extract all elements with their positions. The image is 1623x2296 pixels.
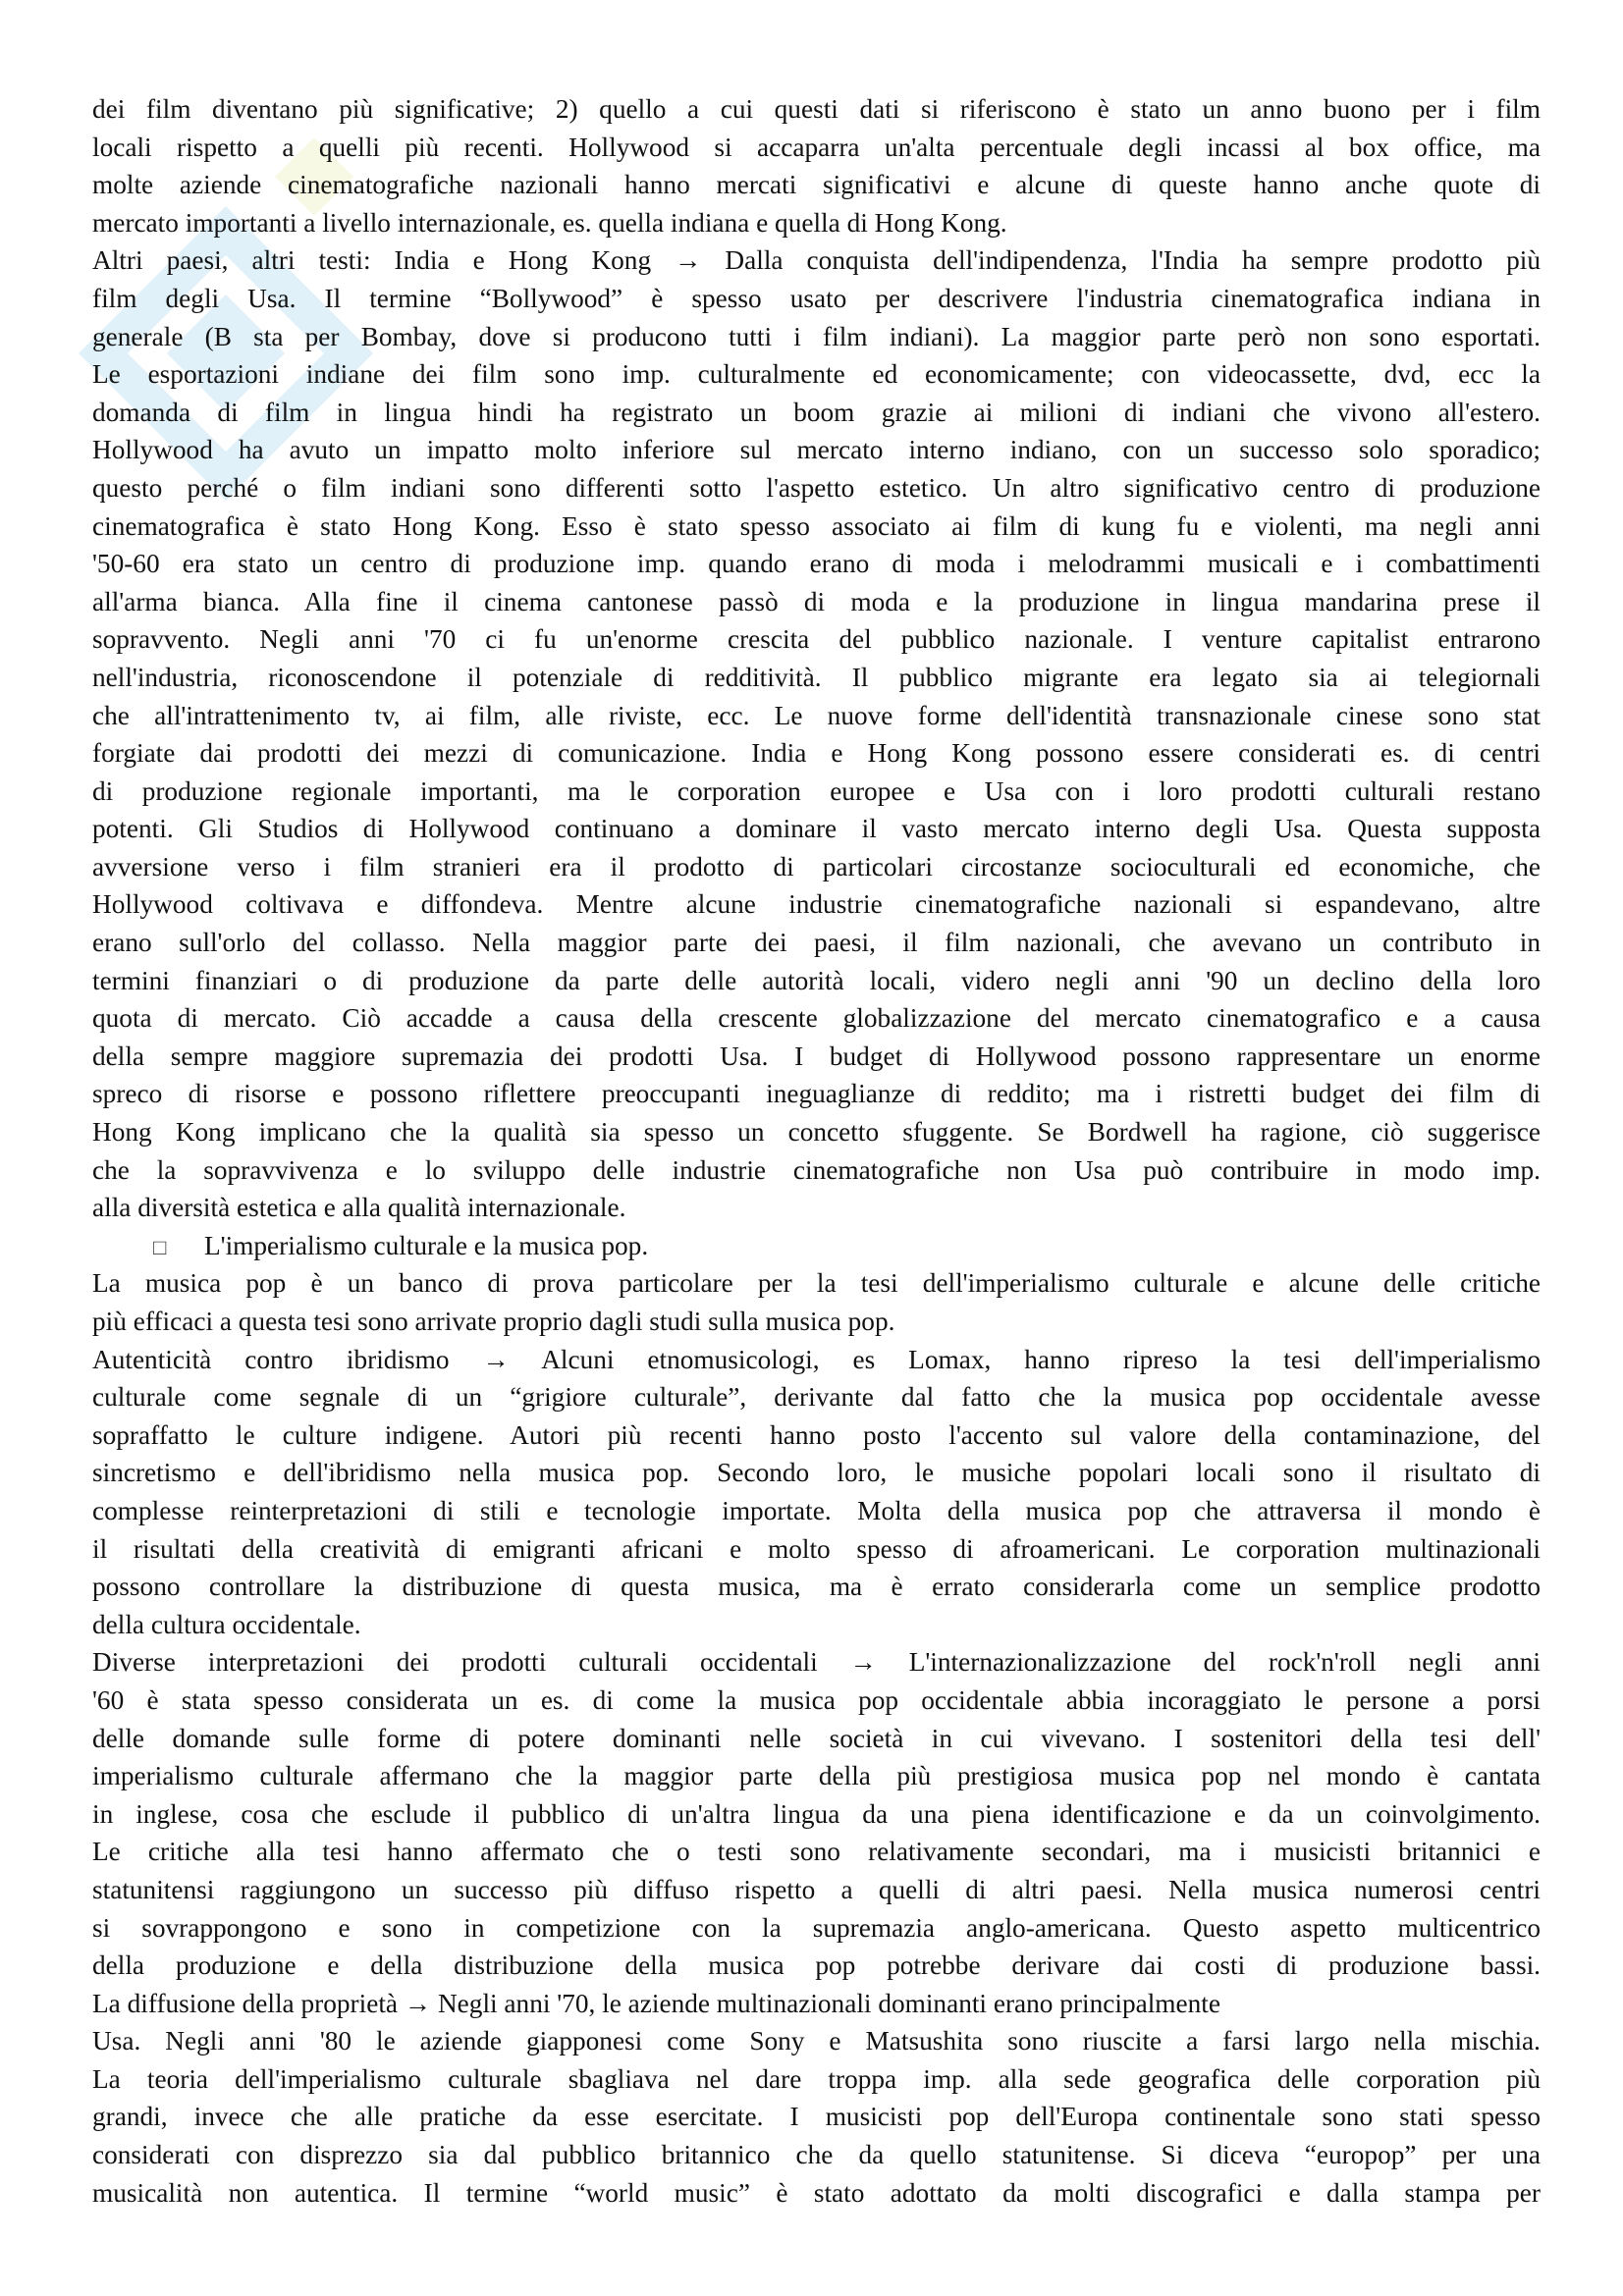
text-line: musicalità non autentica. Il termine “world music” è stato adottato da molti discografici e dalla stampa per <box>92 2177 1541 2208</box>
text-line: Diverse interpretazioni dei prodotti culturali occidentali → L'internazionalizzazione del rock'n'roll negli anni <box>92 1647 1541 1678</box>
text-line: nell'industria, riconoscendone il potenziale di redditività. Il pubblico migrante era legato sia ai telegiornali <box>92 662 1541 692</box>
text-line: termini finanziari o di produzione da parte delle autorità locali, videro negli anni '90 un declino della loro <box>92 965 1541 995</box>
text-line: Autenticità contro ibridismo → Alcuni etnomusicologi, es Lomax, hanno ripreso la tesi dell'imperialismo <box>92 1344 1541 1374</box>
text-line: forgiate dai prodotti dei mezzi di comunicazione. India e Hong Kong possono essere considerati es. di centri <box>92 738 1541 769</box>
text-line: potenti. Gli Studios di Hollywood continuano a dominare il vasto mercato interno degli Usa. Questa supposta <box>92 814 1541 844</box>
text-line: generale (B sta per Bombay, dove si producono tutti i film indiani). La maggior parte però non sono esportati. <box>92 321 1541 351</box>
text-line: Hong Kong implicano che la qualità sia spesso un concetto sfuggente. Se Bordwell ha ragione, ciò suggerisce <box>92 1117 1541 1148</box>
text-line: sopraffatto le culture indigene. Autori più recenti hanno posto l'accento sul valore della contaminazione, del <box>92 1419 1541 1450</box>
text-line: erano sull'orlo del collasso. Nella maggior parte dei paesi, il film nazionali, che avevano un contributo in <box>92 928 1541 958</box>
text-line: che la sopravvivenza e lo sviluppo delle industrie cinematografiche non Usa può contribuire in modo imp. <box>92 1154 1541 1185</box>
text-line: considerati con disprezzo sia dal pubblico britannico che da quello statunitense. Si diceva “europop” per una <box>92 2140 1541 2170</box>
text-line: '60 è stata spesso considerata un es. di come la musica pop occidentale abbia incoraggiato le persone a porsi <box>92 1684 1541 1715</box>
text-line: Le critiche alla tesi hanno affermato che o testi sono relativamente secondari, ma i musicisti britannici e <box>92 1837 1541 1867</box>
text-line: '50-60 era stato un centro di produzione imp. quando erano di moda i melodrammi musicali e i combattimenti <box>92 549 1541 579</box>
text-line: La musica pop è un banco di prova particolare per la tesi dell'imperialismo culturale e alcune delle critiche <box>92 1268 1541 1299</box>
text-line: film degli Usa. Il termine “Bollywood” è spesso usato per descrivere l'industria cinematografica indiana in <box>92 283 1541 313</box>
text-line: più efficaci a questa tesi sono arrivate proprio dagli studi sulla musica pop. <box>92 1307 895 1336</box>
text-line: complesse reinterpretazioni di stili e tecnologie importate. Molta della musica pop che attraversa il mondo è <box>92 1495 1541 1525</box>
text-line: spreco di risorse e possono riflettere preoccupanti ineguaglianze di reddito; ma i ristretti budget dei film di <box>92 1079 1541 1109</box>
document-body <box>92 90 1541 2250</box>
text-line: sopravvento. Negli anni '70 ci fu un'enorme crescita del pubblico nazionale. I venture capitalist entrarono <box>92 624 1541 655</box>
text-line: delle domande sulle forme di potere dominanti nelle società in cui vivevano. I sostenitori della tesi dell' <box>92 1723 1541 1753</box>
text-line: molte aziende cinematografiche nazionali hanno mercati significativi e alcune di queste hanno anche quote di <box>92 170 1541 200</box>
text-line: La diffusione della proprietà → Negli anni '70, le aziende multinazionali dominanti erano principalmente <box>92 1988 1220 2018</box>
text-line: possono controllare la distribuzione di questa musica, ma è errato considerarla come un semplice prodotto <box>92 1572 1541 1602</box>
text-line: cinematografica è stato Hong Kong. Esso è stato spesso associato ai film di kung fu e violenti, ma negli anni <box>92 510 1541 541</box>
text-line: domanda di film in lingua hindi ha registrato un boom grazie ai milioni di indiani che vivono all'estero. <box>92 397 1541 427</box>
text-line: in inglese, cosa che esclude il pubblico di un'altra lingua da una piena identificazione e da un coinvolgimento. <box>92 1798 1541 1829</box>
text-line: Usa. Negli anni '80 le aziende giapponesi come Sony e Matsushita sono riuscite a farsi largo nella mischia. <box>92 2026 1541 2056</box>
text-line: sincretismo e dell'ibridismo nella musica pop. Secondo loro, le musiche popolari locali sono il risultato di <box>92 1458 1541 1488</box>
text-line: alla diversità estetica e alla qualità internazionale. <box>92 1193 626 1223</box>
text-line <box>92 2212 1541 2250</box>
text-line: si sovrappongono e sono in competizione con la supremazia anglo-americana. Questo aspetto multicentrico <box>92 1912 1541 1943</box>
text-line: di produzione regionale importanti, ma le corporation europee e Usa con i loro prodotti culturali restano <box>92 775 1541 806</box>
text-line: locali rispetto a quelli più recenti. Hollywood si accaparra un'alta percentuale degli incassi al box office, ma <box>92 132 1541 162</box>
text-line: quota di mercato. Ciò accadde a causa della crescente globalizzazione del mercato cinematografico e a causa <box>92 1003 1541 1034</box>
text-line: della sempre maggiore supremazia dei prodotti Usa. I budget di Hollywood possono rappresentare un enorme <box>92 1041 1541 1071</box>
text-line: grandi, invece che alle pratiche da esse esercitate. I musicisti pop dell'Europa continentale sono stati spesso <box>92 2102 1541 2132</box>
text-line: Altri paesi, altri testi: India e Hong Kong → Dalla conquista dell'indipendenza, l'India ha sempre prodotto più <box>92 245 1541 276</box>
text-line: Hollywood ha avuto un impatto molto inferiore sul mercato interno indiano, con un successo solo sporadico; <box>92 435 1541 465</box>
section-heading <box>92 1227 1541 1265</box>
text-line: della produzione e della distribuzione della musica pop potrebbe derivare dai costi di produzione bassi. <box>92 1950 1541 1981</box>
text-line: culturale come segnale di un “grigiore culturale”, derivante dal fatto che la musica pop occidentale avesse <box>92 1382 1541 1413</box>
text-line: Le esportazioni indiane dei film sono imp. culturalmente ed economicamente; con videocassette, dvd, ecc la <box>92 359 1541 390</box>
text-line: Hollywood coltivava e diffondeva. Mentre alcune industrie cinematografiche nazionali si espandevano, altre <box>92 889 1541 920</box>
text-line: dei film diventano più significative; 2) quello a cui questi dati si riferiscono è stato un anno buono per i film <box>92 94 1541 124</box>
text-line: avversione verso i film stranieri era il prodotto di particolari circostanze socioculturali ed economiche, che <box>92 851 1541 881</box>
text-line: mercato importanti a livello internazionale, es. quella indiana e quella di Hong Kong. <box>92 207 1007 238</box>
text-line: che all'intrattenimento tv, ai film, alle riviste, ecc. Le nuove forme dell'identità transnazionale cinese sono stat <box>92 700 1541 730</box>
section-heading-text: L'imperialismo culturale e la musica pop. <box>204 1230 649 1260</box>
text-line: della cultura occidentale. <box>92 1609 361 1639</box>
text-line: statunitensi raggiungono un successo più diffuso rispetto a quelli di altri paesi. Nella musica numerosi centri <box>92 1874 1541 1904</box>
text-line: il risultati della creatività di emigranti africani e molto spesso di afroamericani. Le corporation multinazionali <box>92 1533 1541 1564</box>
bullet-icon: □ <box>153 1234 167 1259</box>
text-line: imperialismo culturale affermano che la maggior parte della più prestigiosa musica pop nel mondo è cantata <box>92 1761 1541 1791</box>
text-line: all'arma bianca. Alla fine il cinema cantonese passò di moda e la produzione in lingua mandarina prese il <box>92 586 1541 616</box>
text-line: La teoria dell'imperialismo culturale sbagliava nel dare troppa imp. alla sede geografica delle corporation più <box>92 2063 1541 2094</box>
text-line: questo perché o film indiani sono differenti sotto l'aspetto estetico. Un altro significativo centro di produzione <box>92 472 1541 503</box>
